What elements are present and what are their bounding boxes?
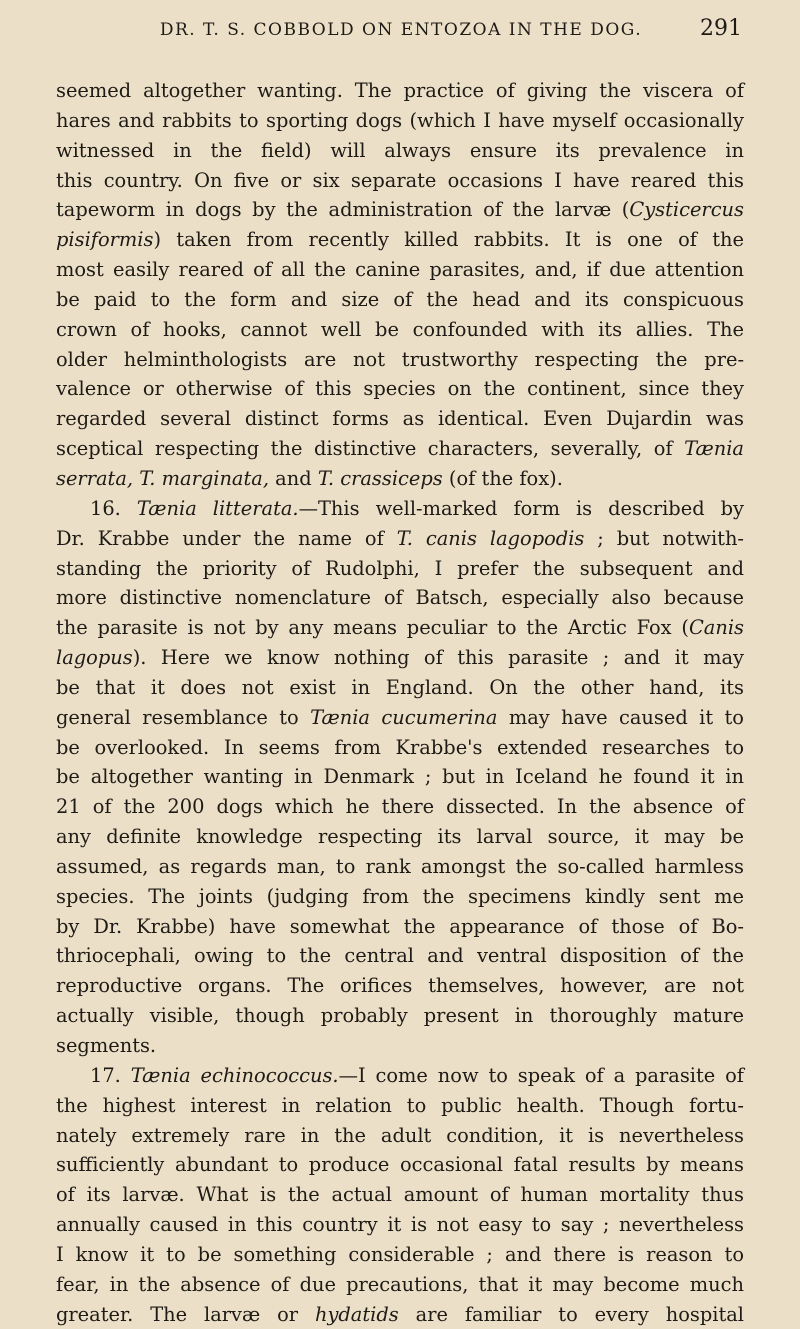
italic-term: Tænia cucumerina (310, 705, 498, 729)
text-line: 21 of the 200 dogs which he there dissected. In the absence of (56, 795, 744, 819)
text-line: witnessed in the field) will always ensure its prevalence in (56, 138, 744, 162)
text-line: the parasite is not by any means peculiar to the Arctic Fox (Canis (56, 616, 744, 640)
text-line: more distinctive nomenclature of Batsch, especially also because (56, 586, 744, 610)
text-line: most easily reared of all the canine parasites, and, if due attention (56, 258, 744, 282)
text-line: Dr. Krabbe under the name of T. canis lagopodis ; but notwith- (56, 526, 744, 550)
text-line: older helminthologists are not trustworthy respecting the pre- (56, 347, 744, 371)
text-line: fear, in the absence of due precautions, that it may become much (56, 1272, 744, 1296)
italic-term: Tænia litterata. (136, 496, 299, 520)
text-line: be paid to the form and size of the head and its conspicuous (56, 287, 744, 311)
text-line: seemed altogether wanting. The practice of giving the viscera of (56, 79, 744, 102)
italic-term: Tænia (684, 437, 744, 461)
running-head (60, 16, 742, 46)
text-line: thriocephali, owing to the central and ventral disposition of the (56, 944, 744, 968)
text-line: sceptical respecting the distinctive characters, severally, of Tænia (56, 437, 744, 461)
text-line: species. The joints (judging from the specimens kindly sent me (56, 884, 744, 908)
italic-term: serrata, T. marginata, (56, 466, 270, 490)
italic-term: Canis (688, 616, 744, 640)
italic-term: Cysticercus (629, 198, 744, 222)
text-line: actually visible, though probably present in thoroughly mature (56, 1004, 744, 1028)
italic-term: pisiformis (56, 228, 154, 252)
text-line: regarded several distinct forms as identical. Even Dujardin was (56, 407, 744, 431)
text-line: of its larvæ. What is the actual amount of human mortality thus (56, 1183, 744, 1207)
text-line: 17. Tænia echinococcus.—I come now to speak of a parasite of (90, 1063, 744, 1087)
text-line: tapeworm in dogs by the administration of the larvæ (Cysticercus (56, 198, 744, 222)
italic-term: lagopus (56, 646, 133, 670)
text-line: annually caused in this country it is not easy to say ; nevertheless (56, 1213, 744, 1237)
text-line: 16. Tænia litterata.—This well-marked form is described by (90, 496, 744, 520)
text-line: serrata, T. marginata, and T. crassiceps (of the fox). (56, 466, 563, 490)
text-line: sufficiently abundant to produce occasional fatal results by means (56, 1153, 744, 1177)
page-number: 291 (700, 16, 742, 41)
text-line: greater. The larvæ or hydatids are familiar to every hospital (56, 1302, 744, 1326)
text-line: assumed, as regards man, to rank amongst the so-called harmless (56, 854, 744, 878)
text-line: be overlooked. In seems from Krabbe's extended researches to (56, 735, 744, 759)
text-line: pisiformis) taken from recently killed rabbits. It is one of the (56, 228, 744, 252)
text-line: be that it does not exist in England. On the other hand, its (56, 675, 744, 699)
text-line: this country. On five or six separate occasions I have reared this (56, 168, 744, 192)
text-line: segments. (56, 1034, 157, 1057)
italic-term: T. crassiceps (317, 466, 443, 490)
text-line: standing the priority of Rudolphi, I prefer the subsequent and (56, 556, 744, 580)
text-line: crown of hooks, cannot well be confounded with its allies. The (56, 317, 744, 341)
body-text (56, 76, 744, 1329)
text-line: I know it to be something considerable ; and there is reason to (56, 1242, 744, 1266)
text-line: nately extremely rare in the adult condition, it is nevertheless (56, 1123, 744, 1147)
text-line: hares and rabbits to sporting dogs (which I have myself occasionally (56, 108, 744, 132)
text-line: be altogether wanting in Denmark ; but in Iceland he found it in (56, 765, 744, 789)
italic-term: Tænia echinococcus. (130, 1063, 339, 1087)
running-title: DR. T. S. COBBOLD ON ENTOZOA IN THE DOG. (159, 20, 643, 40)
italic-term: hydatids (314, 1302, 399, 1326)
text-line: the highest interest in relation to public health. Though fortu- (56, 1093, 744, 1117)
text-line: any definite knowledge respecting its larval source, it may be (56, 825, 744, 849)
text-line: valence or otherwise of this species on the continent, since they (56, 377, 744, 401)
italic-term: T. canis lagopodis (396, 526, 585, 550)
text-line: reproductive organs. The orifices themselves, however, are not (56, 974, 744, 998)
text-line: by Dr. Krabbe) have somewhat the appearance of those of Bo- (56, 914, 744, 938)
text-line: general resemblance to Tænia cucumerina may have caused it to (56, 705, 744, 729)
text-line: lagopus). Here we know nothing of this parasite ; and it may (56, 646, 744, 670)
